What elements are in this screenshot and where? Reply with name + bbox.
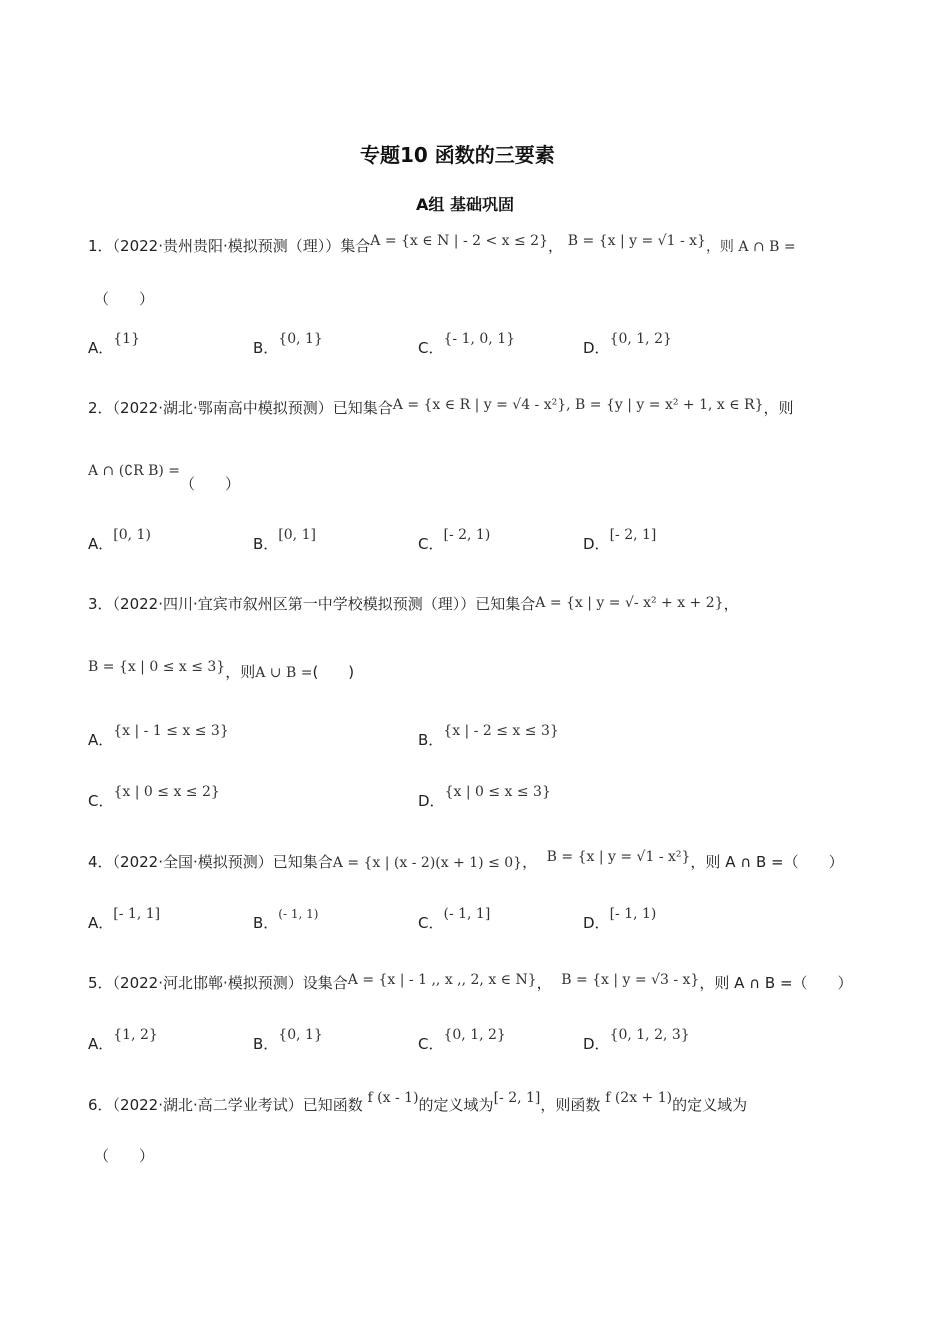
option-value: {x | - 1 ≤ x ≤ 3} (113, 723, 229, 739)
option-value: {0, 1, 2, 3} (609, 1027, 690, 1043)
set-a-formula: A = {x ∈ N | - 2 < x ≤ 2} (370, 233, 548, 249)
set-b-formula: B = {x | 0 ≤ x ≤ 3} (88, 659, 226, 675)
set-a-formula: A = {x | (x - 2)(x + 1) ≤ 0} (332, 855, 523, 871)
q3-option-b[interactable] (418, 723, 559, 750)
domain-interval: [- 2, 1] (493, 1090, 541, 1106)
question-6 (88, 1090, 748, 1116)
option-value: {0, 1, 2} (443, 1027, 506, 1043)
option-value: [- 2, 1) (443, 527, 491, 543)
question-2-expr (88, 460, 180, 481)
question-3-line2 (88, 659, 355, 683)
option-value: [- 2, 1] (609, 527, 657, 543)
question-tail: ，则 A ∩ B = (705, 239, 796, 255)
option-value: (- 1, 1] (443, 906, 491, 922)
option-label: B． (418, 731, 444, 749)
question-number: 2． (88, 399, 113, 417)
option-value: {1} (113, 331, 140, 347)
separator: ， (548, 237, 564, 255)
option-label: A． (88, 1035, 114, 1053)
q2-option-d[interactable] (583, 527, 657, 554)
q2-option-a[interactable] (88, 527, 151, 554)
option-label: C． (88, 792, 114, 810)
set-b-formula: B = {x | y = √1 - x²} (546, 849, 691, 865)
q3-option-d[interactable] (418, 784, 551, 811)
question-source: （2022·湖北·鄂南高中模拟预测）已知集合 (112, 399, 393, 417)
question-tail: ，则 A ∩ B =（ ） (690, 853, 844, 871)
option-label: D． (583, 535, 610, 553)
q4-option-a[interactable] (88, 906, 161, 933)
function-f1: f (x - 1) (367, 1090, 419, 1106)
set-a-formula: A = {x | y = √- x² + x + 2} (535, 595, 724, 611)
q5-option-c[interactable] (418, 1027, 506, 1054)
q2-option-b[interactable] (253, 527, 316, 554)
question-2 (88, 398, 794, 419)
option-label: D． (418, 792, 445, 810)
answer-paren: （ ） (94, 290, 155, 308)
page-title: 专题10 函数的三要素 (360, 143, 555, 167)
q3-option-a[interactable] (88, 723, 229, 750)
function-f2: f (2x + 1) (605, 1090, 673, 1106)
question-tail: ，则 (763, 399, 794, 417)
expr-formula: A ∩ (∁R B) = (88, 463, 181, 479)
option-label: A． (88, 339, 114, 357)
option-label: C． (418, 535, 444, 553)
question-number: 3． (88, 595, 113, 613)
option-label: C． (418, 339, 444, 357)
question-source: （2022·四川·宜宾市叙州区第一中学校模拟预测（理））已知集合 (112, 595, 536, 613)
option-value: {- 1, 0, 1} (443, 331, 516, 347)
answer-paren: （ ） (94, 1147, 155, 1165)
separator: ， (522, 853, 538, 871)
option-value: {0, 1} (278, 1027, 323, 1043)
option-label: B． (253, 535, 279, 553)
q5-option-a[interactable] (88, 1027, 158, 1054)
sets-formula: A = {x ∈ R | y = √4 - x²}, B = {y | y = x² + 1, x ∈ R} (392, 397, 764, 413)
question-source: （2022·湖北·高二学业考试）已知函数 (112, 1096, 363, 1114)
option-value: (- 1, 1) (278, 907, 319, 921)
group-heading: A组 基础巩固 (416, 195, 514, 214)
question-source: （2022·全国·模拟预测）已知集合 (112, 853, 333, 871)
option-label: A． (88, 731, 114, 749)
option-value: {x | 0 ≤ x ≤ 3} (444, 784, 551, 800)
question-5 (88, 973, 853, 994)
q2-option-c[interactable] (418, 527, 491, 554)
q1-option-d[interactable] (583, 331, 672, 358)
option-label: C． (418, 914, 444, 932)
q1-option-c[interactable] (418, 331, 516, 358)
separator: ， (536, 974, 552, 992)
option-value: {1, 2} (113, 1027, 158, 1043)
option-label: B． (253, 339, 279, 357)
question-tail: ，则 A ∩ B =（ ） (699, 974, 853, 992)
option-label: D． (583, 339, 610, 357)
question-tail: 的定义域为 (672, 1096, 748, 1114)
question-number: 4． (88, 853, 113, 871)
q3-option-c[interactable] (88, 784, 220, 811)
option-value: [0, 1) (113, 527, 151, 543)
question-1 (88, 233, 796, 257)
q1-option-a[interactable] (88, 331, 140, 358)
option-label: A． (88, 914, 114, 932)
option-value: {x | 0 ≤ x ≤ 2} (113, 784, 220, 800)
answer-paren: （ ） (180, 475, 241, 493)
text-mid1: 的定义域为 (418, 1096, 494, 1114)
question-4 (88, 849, 844, 873)
question-source: （2022·河北邯郸·模拟预测）设集合 (112, 974, 348, 992)
option-value: {0, 1} (278, 331, 323, 347)
question-number: 1． (88, 237, 113, 255)
set-b-formula: B = {x | y = √1 - x} (567, 233, 706, 249)
option-label: A． (88, 535, 114, 553)
option-label: C． (418, 1035, 444, 1053)
option-label: D． (583, 914, 610, 932)
option-label: B． (253, 1035, 279, 1053)
option-value: [- 1, 1] (113, 906, 161, 922)
text-mid2: ，则函数 (540, 1096, 601, 1114)
question-number: 6． (88, 1096, 113, 1114)
separator: ， (723, 595, 739, 613)
q1-option-b[interactable] (253, 331, 323, 358)
question-tail: ，则 (225, 663, 256, 681)
answer-paren: ( ) (312, 663, 355, 681)
set-b-formula: B = {x | y = √3 - x} (561, 972, 700, 988)
q5-option-d[interactable] (583, 1027, 690, 1054)
option-value: [- 1, 1) (609, 906, 657, 922)
question-number: 5． (88, 974, 113, 992)
expr-formula: A ∪ B = (255, 665, 313, 681)
option-label: D． (583, 1035, 610, 1053)
set-a-formula: A = {x | - 1 ,, x ,, 2, x ∈ N} (347, 972, 537, 988)
q5-option-b[interactable] (253, 1027, 323, 1054)
question-3 (88, 594, 739, 615)
q4-option-d[interactable] (583, 906, 657, 933)
question-source: （2022·贵州贵阳·模拟预测（理））集合 (112, 237, 371, 255)
q4-option-b[interactable] (253, 907, 319, 933)
option-value: {0, 1, 2} (609, 331, 672, 347)
option-value: [0, 1] (278, 527, 316, 543)
q4-option-c[interactable] (418, 906, 491, 933)
option-label: B． (253, 914, 279, 932)
option-value: {x | - 2 ≤ x ≤ 3} (443, 723, 559, 739)
